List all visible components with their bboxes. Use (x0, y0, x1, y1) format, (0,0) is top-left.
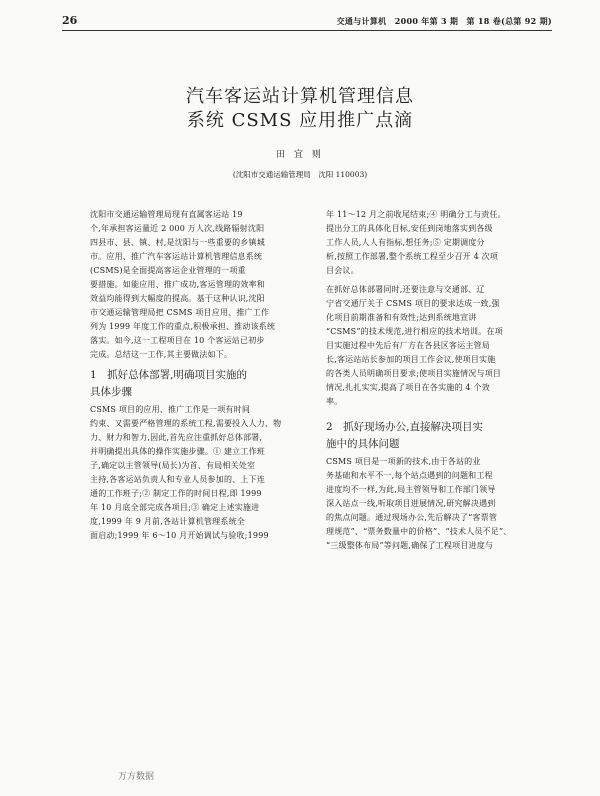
page-number: 26 (62, 14, 78, 27)
intro-paragraph: 沈阳市交通运输管理局现有直属客运站 19 个,年承担客运量近 2 000 万人次,线路辐射沈阳 四县市、县、镇、村,是沈阳与一些重要的乡镇城 市。应用、推广汽车客运站计算机管理信息系统 (CSMS)是全面提高客运企业管理的一项重 要措施。如能应用、推广成功,客运管理的效率和 效益均能得到大幅度的提高。基于这种认识,沈阳 市交通运输管理局把 CSMS 项目应用、推广工作 列为 1999 年度工作的重点,积极承担、推动该系统 落实。如今,这一工程项目在 10 个客运站已初步 完成。总结这一工作,其主要做法如下。 (90, 210, 276, 359)
section-2-paragraph: CSMS 项目是一项新的技术,由于各站的业 务基础和水平不一,每个站点遇到的问题和工程 进度均不一样,为此,局主管领导和工作部门领导 深入站点一线,听取项目进展情况,研究解决遇到 的焦点问题。通过现场办公,先后解决了“客票管 理规范”、“票务数量中的价格”、“技术人员不足”、 “三级整体布局”等问题,确保了工程项目进度与 (326, 457, 512, 550)
right-column (326, 208, 538, 553)
author-affiliation: (沈阳市交通运输管理局 沈阳 110003) (232, 170, 368, 179)
section-1-heading: 1 抓好总体部署,明确项目实施的 具体步骤 (90, 369, 248, 398)
article-title-line-2: 系统 CSMS 应用推广点滴 (186, 110, 414, 131)
section-1-paragraph-2: 在抓好总体部署同时,还要注意与交通部、辽 宁省交通厅关于 CSMS 项目的要求达成一致,强 化项目前期准备和有效性;达到系统地宣讲 “CSMS”的技术规范,进行相应的技术培训。在项 目实施过程中先后有厂方在各县区客运主管局 长,客运站站长参加的项目工作会议,使项目实施 的各类人员明确项目要求;使项目实施情况与项目 情况,扎扎实实,提高了项目在各实施的 4 个效 率。 (326, 285, 503, 406)
section-1-paragraph: CSMS 项目的应用、推广工作是一项有时间 约束、又需要严格管理的系统工程,需要投入人力、物 力、财力和智力,因此,首先应注重抓好总体部署, 并明确提出具体的操作实施步骤。① 建立工作班 子,确定以主管领导(局长)为首、有局相关处室 主持,各客运站负责人和专业人员参加的、上下连 通的工作班子;② 制定工作的时间日程,即 1999 年 10 月底全部完成各项目;③ 确定上述实施进 度,1999 年 9 月前,各站计算机管理系统全 面启动;1999 年 6～10 月开始调试与验收;1999 (90, 405, 282, 540)
section-2-heading: 2 抓好现场办公,直接解决项目实 施中的具体问题 (326, 421, 484, 450)
left-column (90, 208, 302, 543)
page-header (62, 14, 552, 31)
author-name: 田 宜 则 (276, 150, 324, 160)
section-1-continuation: 年 11～12 月之前收尾结束;④ 明确分工与责任。 提出分工的具体化目标,安任到岗地落实到各级 工作人员,人人有指标,想任务;⑤ 定期调度分 析,按照工作部署,整个系统工程至少召开 4 次项 目会议。 (326, 210, 506, 275)
journal-info: 交通与计算机 2000 年第 3 期 第 18 卷(总第 92 期) (336, 16, 552, 26)
watermark-text: 万方数据 (118, 772, 155, 782)
article-title-line-1: 汽车客运站计算机管理信息 (186, 86, 414, 107)
